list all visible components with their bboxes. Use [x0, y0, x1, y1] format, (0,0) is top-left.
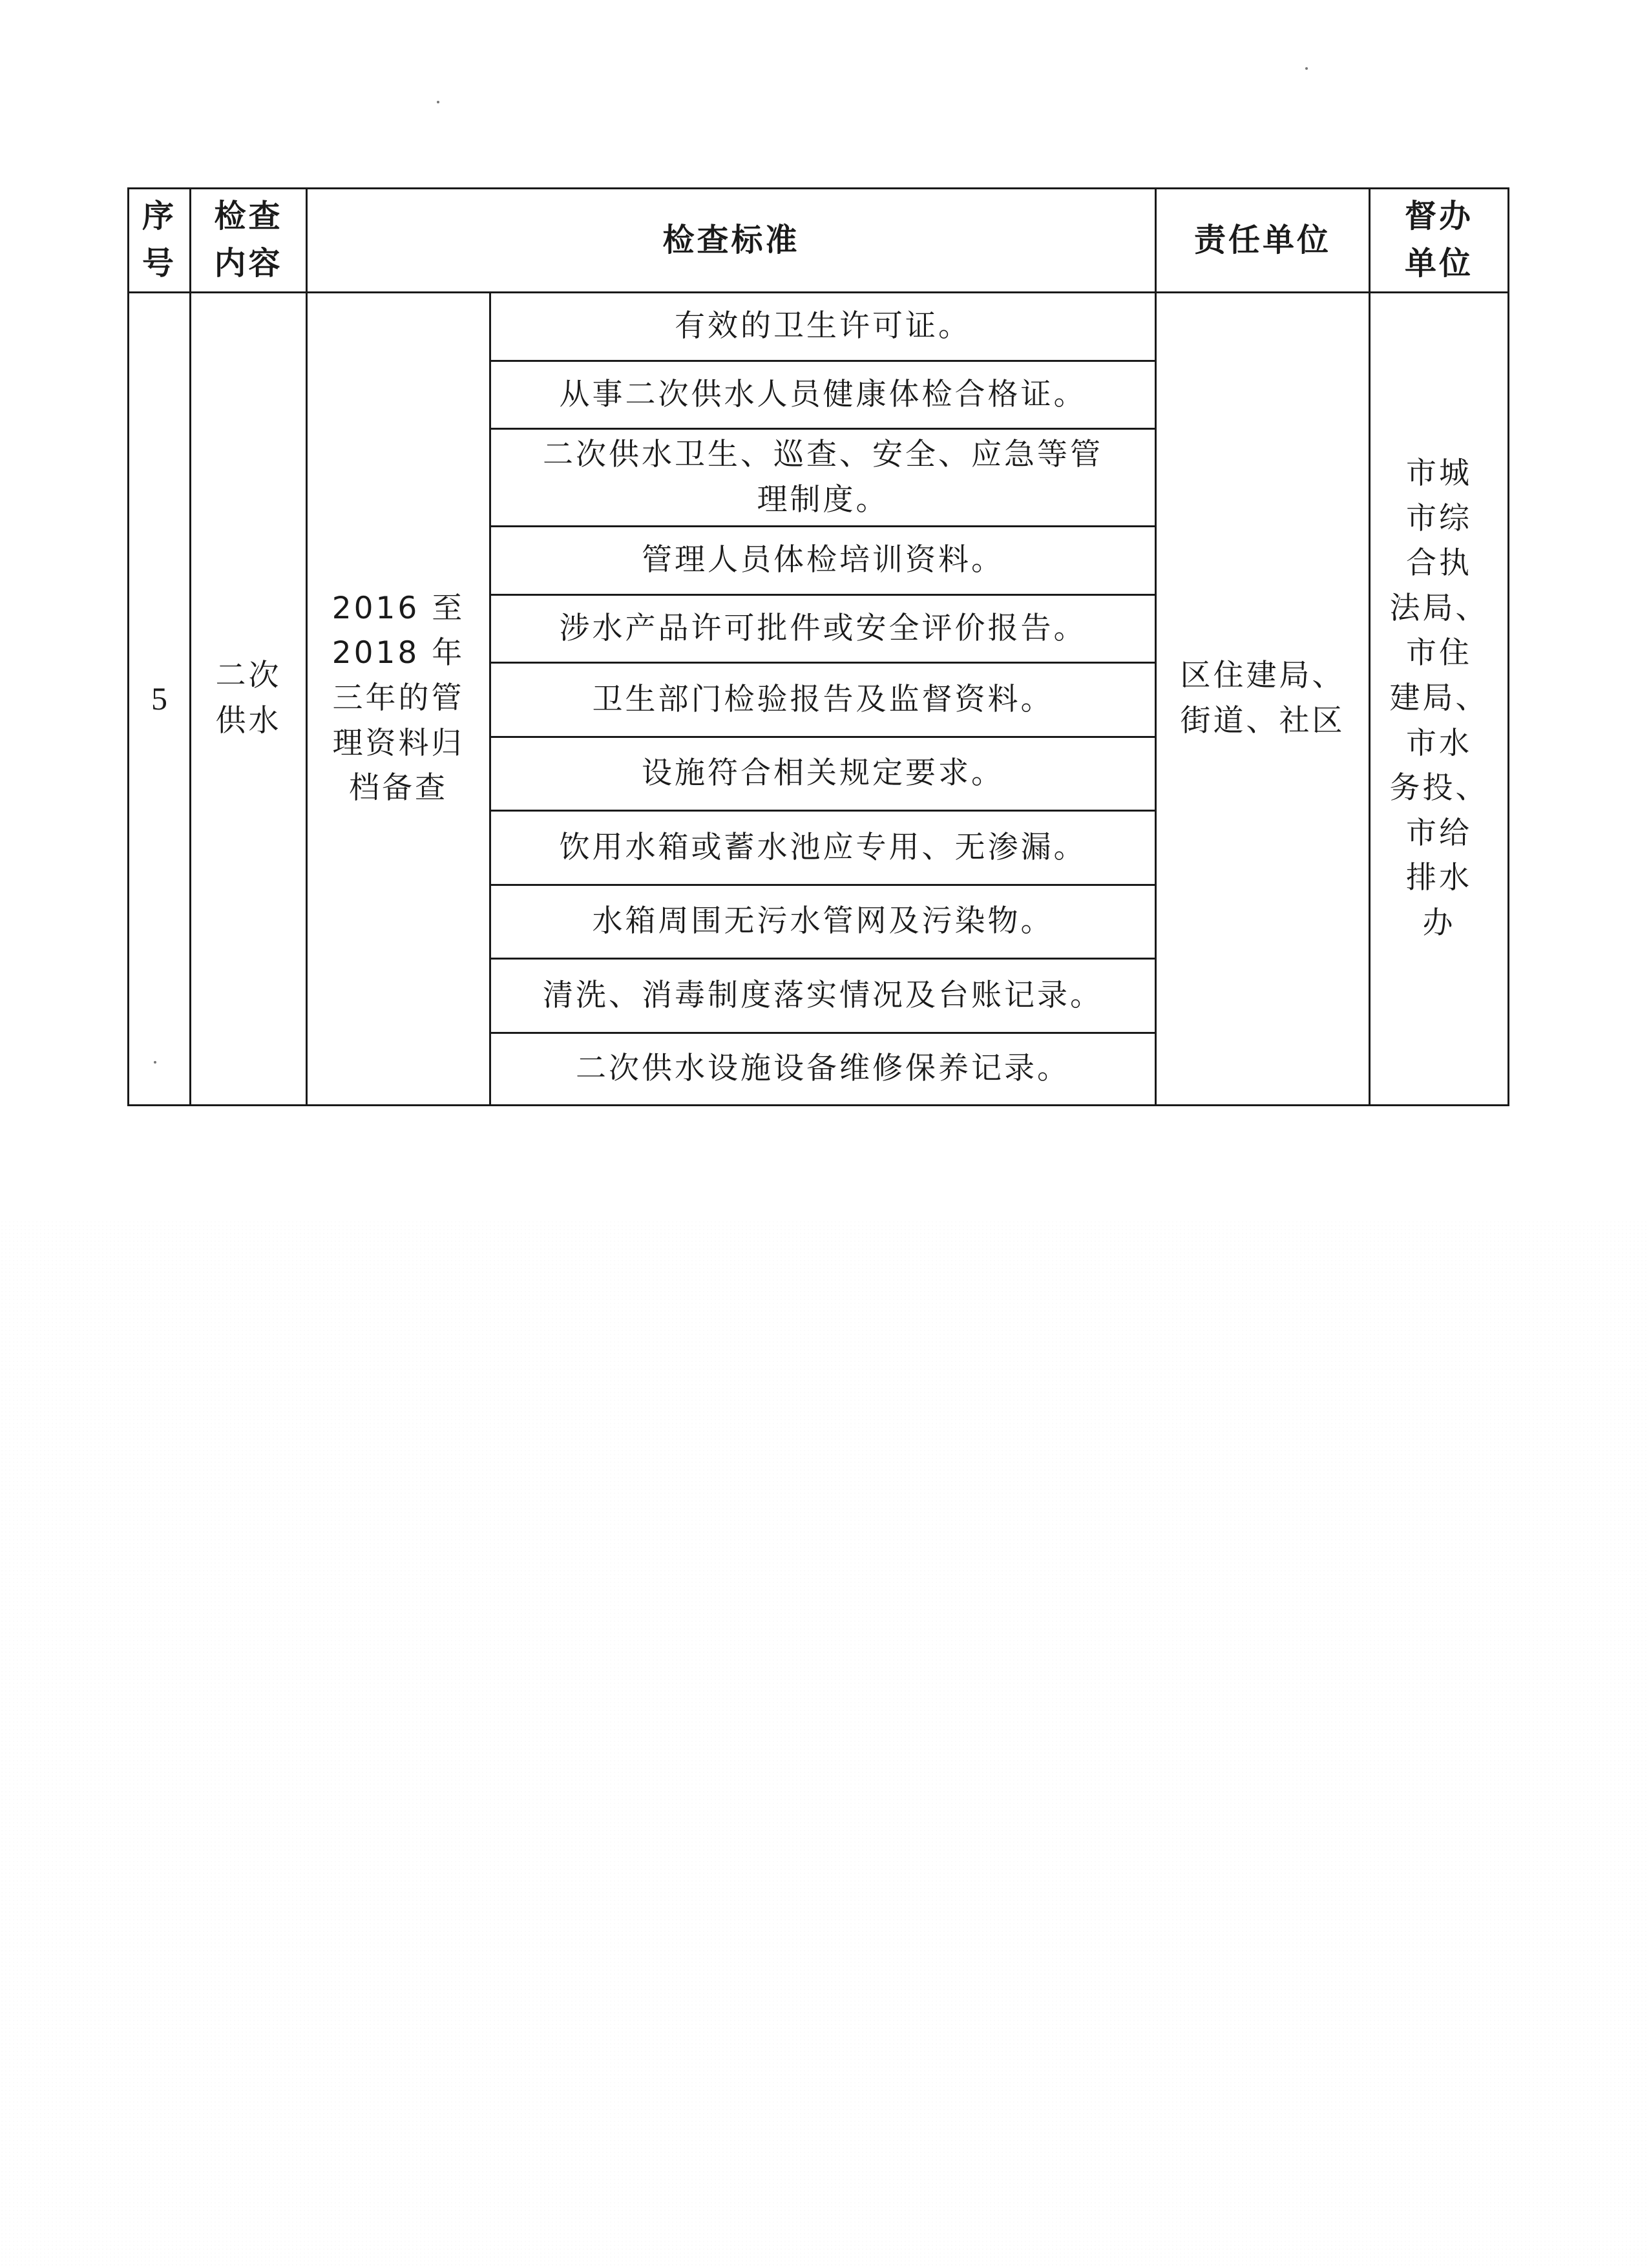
header-content: [191, 189, 307, 293]
standard-item: [490, 292, 1156, 361]
text-line: 设施符合相关规定要求。: [642, 755, 1004, 791]
text-line: 市城: [1406, 456, 1473, 492]
table-row: [129, 292, 1509, 361]
text-line: 管理人员体检培训资料。: [642, 542, 1004, 578]
text-line: 督办: [1405, 198, 1474, 235]
text-line: 涉水产品许可批件或安全评价报告。: [559, 610, 1087, 646]
text-line: 清洗、消毒制度落实情况及台账记录。: [543, 977, 1103, 1013]
standard-item: [490, 663, 1156, 737]
text-line: 供水: [215, 702, 282, 739]
standard-item: [490, 959, 1156, 1033]
scan-speck: [437, 101, 439, 103]
text-line: 街道、社区: [1180, 702, 1345, 739]
text-line: 号: [142, 244, 176, 282]
standard-item: [490, 429, 1156, 527]
text-line: 二次供水卫生、巡查、安全、应急等管: [543, 437, 1103, 473]
text-line: 市给: [1406, 815, 1473, 851]
header-supervise: [1370, 189, 1509, 293]
text-line: 二次: [215, 658, 282, 694]
text-line: 排水: [1406, 860, 1473, 896]
text-line: 建局、: [1389, 680, 1489, 716]
text-line: 法局、: [1389, 590, 1489, 626]
standard-item: [490, 527, 1156, 594]
text-line: 区住建局、: [1180, 658, 1345, 694]
text-line: 档备查: [349, 770, 448, 806]
standard-item: [490, 811, 1156, 885]
standard-item: [490, 361, 1156, 428]
standard-item: [490, 1033, 1156, 1106]
text-line: 水箱周围无污水管网及污染物。: [592, 903, 1054, 939]
scan-speck: [1305, 67, 1308, 70]
text-line: 2016 至: [331, 590, 465, 626]
text-line: 卫生部门检验报告及监督资料。: [592, 681, 1054, 717]
text-line: 从事二次供水人员健康体检合格证。: [559, 376, 1087, 412]
row-content: [191, 292, 307, 1106]
text-line: 市住: [1406, 635, 1473, 671]
text-line: 合执: [1406, 545, 1473, 582]
text-line: 2018 年: [331, 635, 465, 671]
row-period: [307, 292, 490, 1106]
text-line: 市水: [1406, 725, 1473, 761]
text-line: 单位: [1405, 244, 1474, 282]
text-line: 务投、: [1389, 770, 1489, 806]
header-seq: [129, 189, 191, 293]
text-line: 理资料归: [332, 725, 465, 761]
header-standard: 检查标准: [307, 189, 1156, 293]
scan-background-texture: [0, 1220, 1649, 2268]
header-responsible: 责任单位: [1156, 189, 1370, 293]
standard-item: [490, 594, 1156, 662]
text-line: 检查: [214, 198, 283, 235]
inspection-table: [127, 187, 1509, 1106]
text-line: 办: [1422, 905, 1456, 941]
standard-item: [490, 885, 1156, 959]
text-line: 理制度。: [757, 481, 889, 518]
text-line: 三年的管: [332, 680, 465, 716]
row-seq: 5: [129, 292, 191, 1106]
row-supervise: [1370, 292, 1509, 1106]
row-responsible: [1156, 292, 1370, 1106]
text-line: 有效的卫生许可证。: [675, 308, 971, 344]
standard-item: [490, 737, 1156, 811]
text-line: 市综: [1406, 500, 1473, 536]
text-line: 内容: [214, 244, 283, 282]
text-line: 序: [142, 198, 176, 235]
text-line: 二次供水设施设备维修保养记录。: [576, 1051, 1070, 1086]
text-line: 饮用水箱或蓄水池应专用、无渗漏。: [559, 829, 1087, 865]
table-header-row: [129, 189, 1509, 293]
